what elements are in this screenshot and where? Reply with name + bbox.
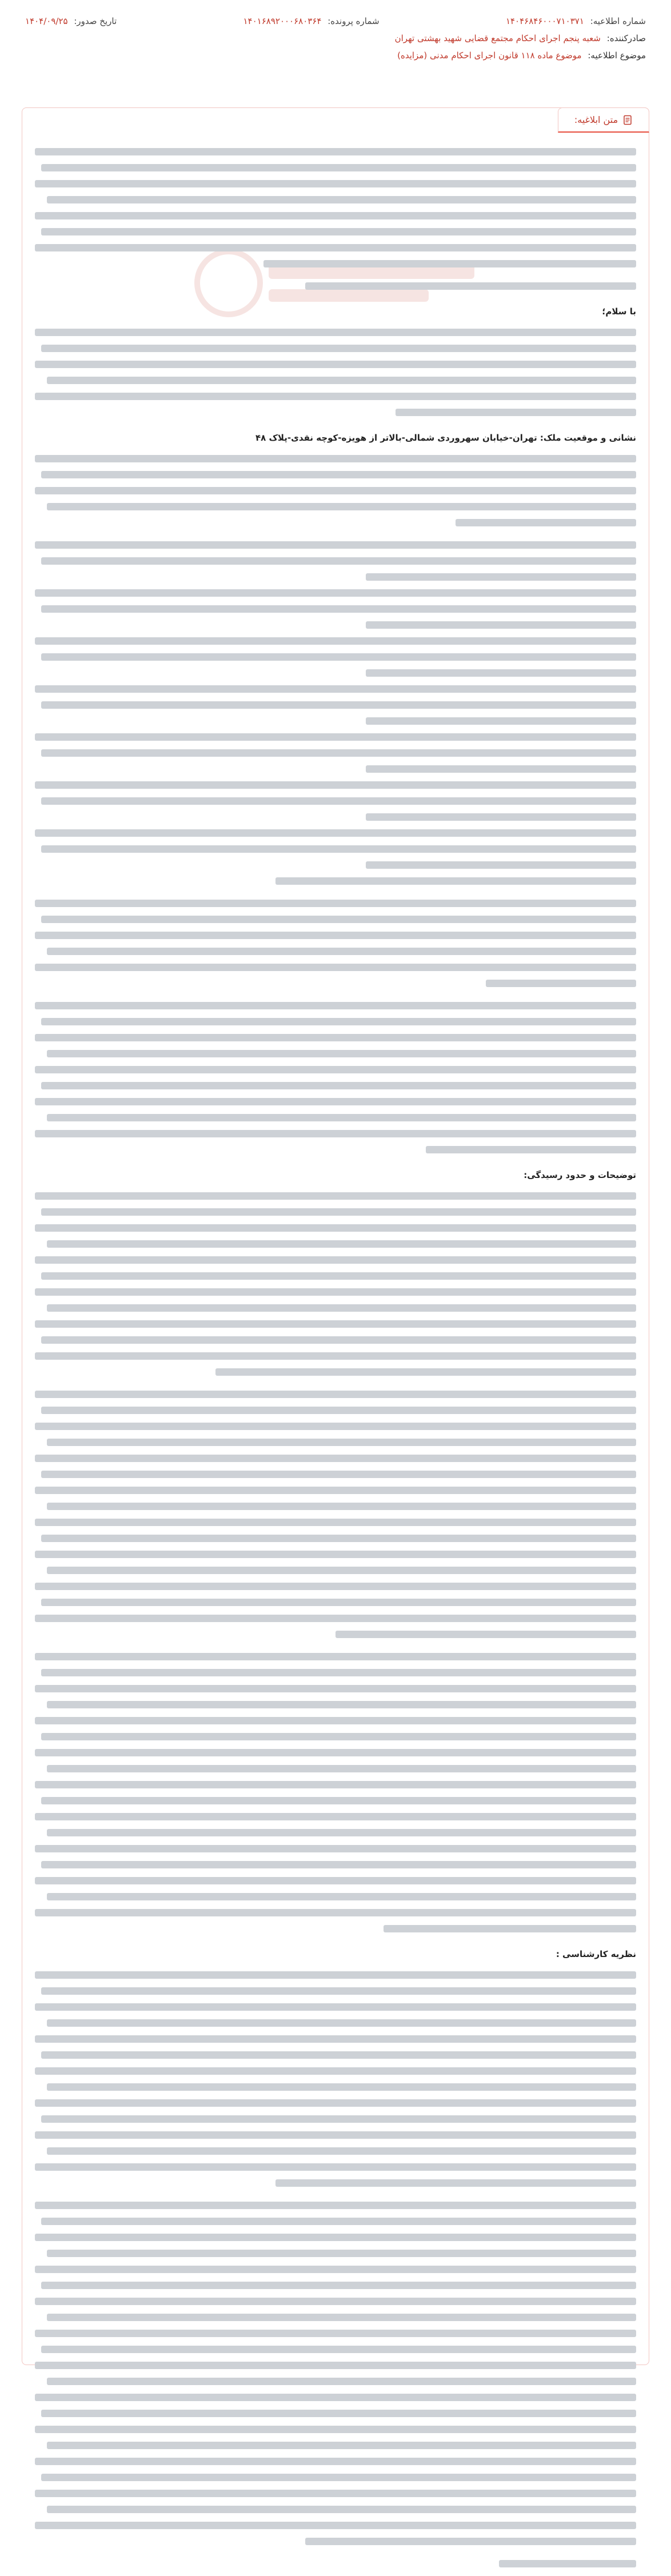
subject-row — [25, 47, 646, 64]
notice-number-label: شماره اطلاعیه: — [590, 16, 646, 26]
ownership-items — [35, 541, 636, 885]
issuer-row — [25, 30, 646, 47]
intro-paragraph — [35, 148, 636, 267]
liability-paragraph — [35, 1391, 636, 1638]
issue-date-field — [25, 13, 117, 30]
issuer-name: شعبه پنجم اجرای احکام مجتمع قضایی شهید بهشتی تهران — [394, 33, 601, 43]
issue-date-label: تاریخ صدور: — [74, 16, 117, 26]
notice-number: ۱۴۰۴۶۸۴۶۰۰۰۷۱۰۳۷۱ — [505, 16, 584, 26]
expert-heading: نظریه کارشناسی : — [556, 1949, 636, 1959]
scope-paragraph — [35, 1192, 636, 1376]
property-address: نشانی و موقعیت ملک: تهران-خیابان سهروردی شمالی-بالاتر از هویزه-کوچه نقدی-پلاک ۴۸ — [255, 433, 636, 443]
file-number-field — [243, 13, 379, 30]
file-number-label: شماره پرونده: — [327, 16, 380, 26]
description-heading: توضیحات و حدود رسیدگی: — [524, 1170, 636, 1180]
terms-paragraph — [35, 1653, 636, 1932]
issuer-label: صادرکننده: — [606, 33, 646, 43]
file-number: ۱۴۰۱۶۸۹۲۰۰۰۶۸۰۳۶۴ — [243, 16, 322, 26]
notice-text-tab[interactable] — [558, 107, 649, 133]
notice-header — [0, 0, 671, 86]
court-address-paragraph — [35, 282, 636, 290]
permit-paragraph — [35, 1002, 636, 1153]
notice-body-panel — [22, 107, 649, 2365]
greeting-text: با سلام؛ — [602, 306, 636, 317]
auction-paragraph — [35, 2202, 636, 2545]
notice-text-tab-label: متن ابلاغیه: — [574, 114, 618, 125]
subject-text: موضوع ماده ۱۱۸ قانون اجرای احکام مدنی (مزایده) — [397, 50, 582, 61]
issue-date: ۱۴۰۴/۰۹/۲۵ — [25, 16, 68, 26]
observation-paragraph — [35, 900, 636, 987]
assignment-paragraph — [35, 329, 636, 416]
document-icon — [622, 115, 633, 125]
valuation-paragraph — [35, 1971, 636, 2187]
notice-meta-row — [25, 13, 646, 30]
registration-paragraph — [35, 455, 636, 526]
subject-label: موضوع اطلاعیه: — [588, 50, 646, 61]
signature-block — [35, 2560, 636, 2576]
notice-content — [35, 148, 636, 2576]
notice-number-field — [506, 13, 646, 30]
